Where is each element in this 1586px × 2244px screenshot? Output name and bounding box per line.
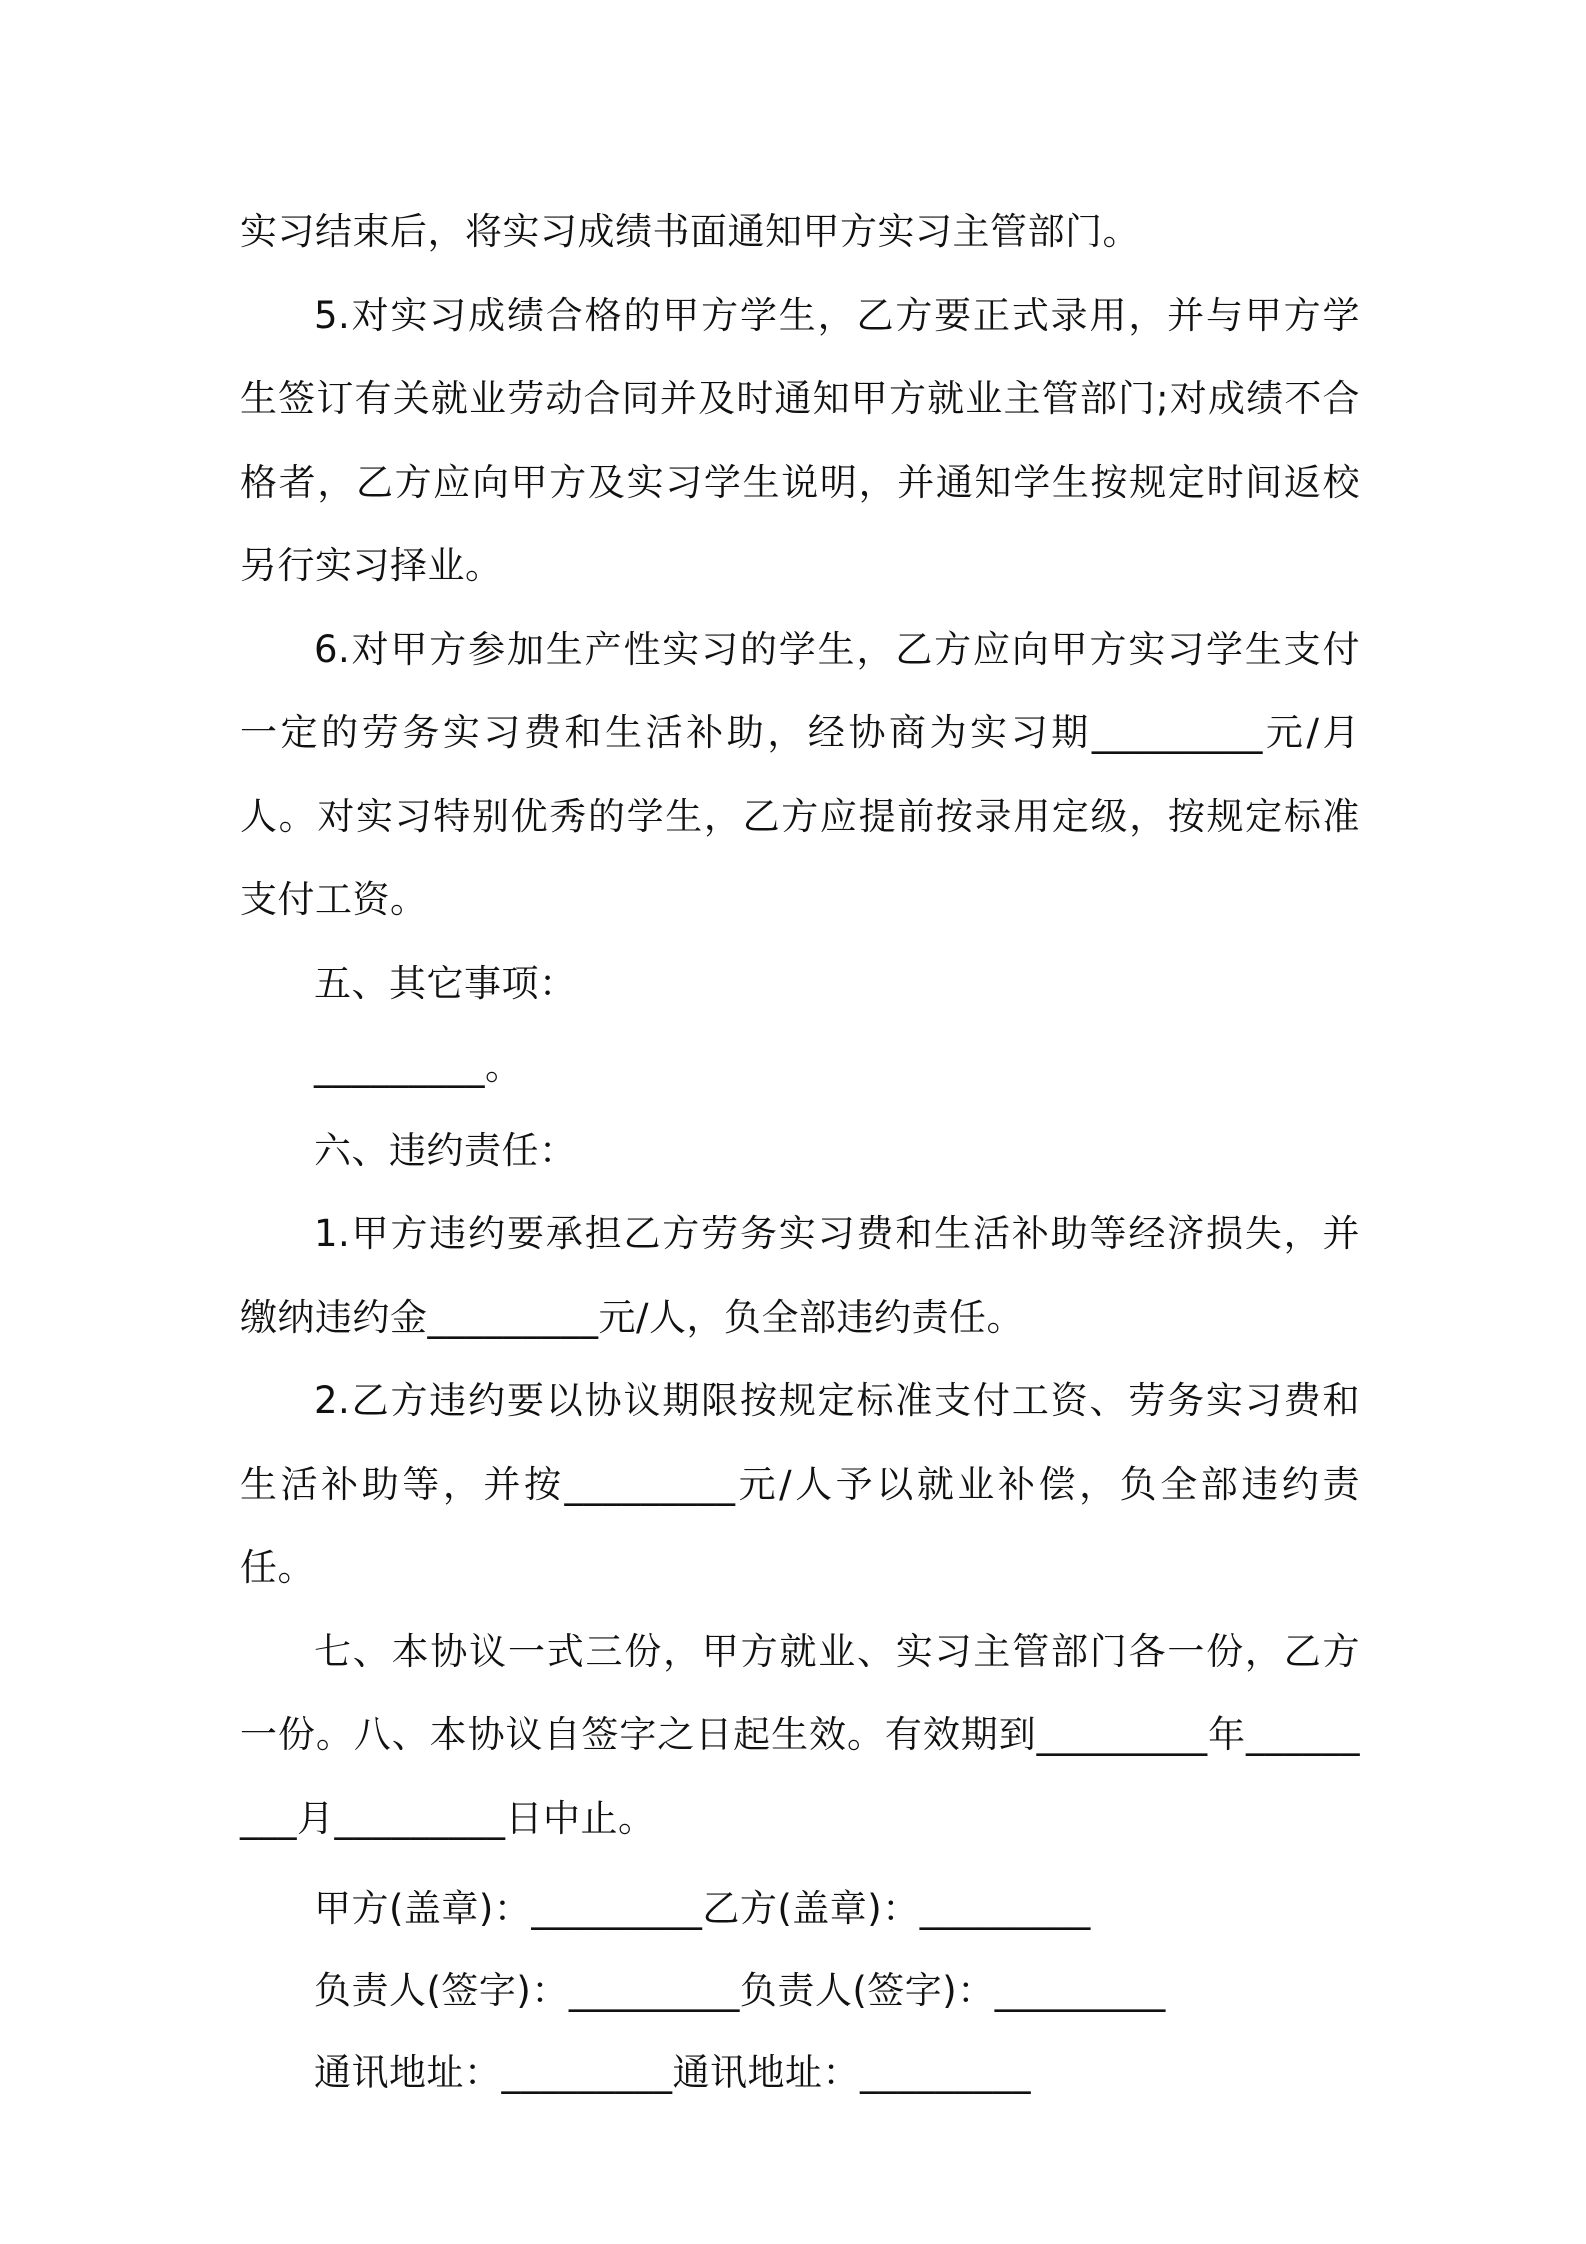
section-heading-breach-liability: 六、违约责任：: [314, 1128, 577, 1172]
signature-block: [240, 1868, 1360, 2114]
signature-line-address: 通讯地址：_________通讯地址：_________: [314, 2051, 1031, 2094]
document-body: [240, 190, 1360, 2114]
paragraph-breach-party-a: 1.甲方违约要承担乙方劳务实习费和生活补助等经济损失，并缴纳违约金_________元/人，负全部违约责任。: [240, 1212, 1360, 1339]
signature-line-seal: 甲方(盖章)：_________乙方(盖章)：_________: [314, 1887, 1091, 1930]
section-heading-other-matters: 五、其它事项：: [314, 961, 577, 1005]
paragraph-continuation: 实习结束后，将实习成绩书面通知甲方实习主管部门。: [240, 210, 1140, 253]
paragraph-item-5: 5.对实习成绩合格的甲方学生，乙方要正式录用，并与甲方学生签订有关就业劳动合同并及时通知甲方就业主管部门;对成绩不合格者，乙方应向甲方及实习学生说明，并通知学生按规定时间返校另行实习择业。: [240, 293, 1360, 587]
paragraph-item-6: 6.对甲方参加生产性实习的学生，乙方应向甲方实习学生支付一定的劳务实习费和生活补助，经协商为实习期_________元/月人。对实习特别优秀的学生，乙方应提前按录用定级，按规定标准支付工资。: [240, 627, 1360, 921]
signature-line-responsible-person: 负责人(签字)：_________负责人(签字)：_________: [314, 1969, 1166, 2012]
paragraph-copies-and-validity: 七、本协议一式三份，甲方就业、实习主管部门各一份，乙方一份。八、本协议自签字之日起生效。有效期到_________年_________月_________日中止。: [240, 1629, 1360, 1840]
paragraph-breach-party-b: 2.乙方违约要以协议期限按规定标准支付工资、劳务实习费和生活补助等，并按_________元/人予以就业补偿，负全部违约责任。: [240, 1379, 1360, 1589]
paragraph-blank-fill: _________。: [314, 1045, 523, 1088]
